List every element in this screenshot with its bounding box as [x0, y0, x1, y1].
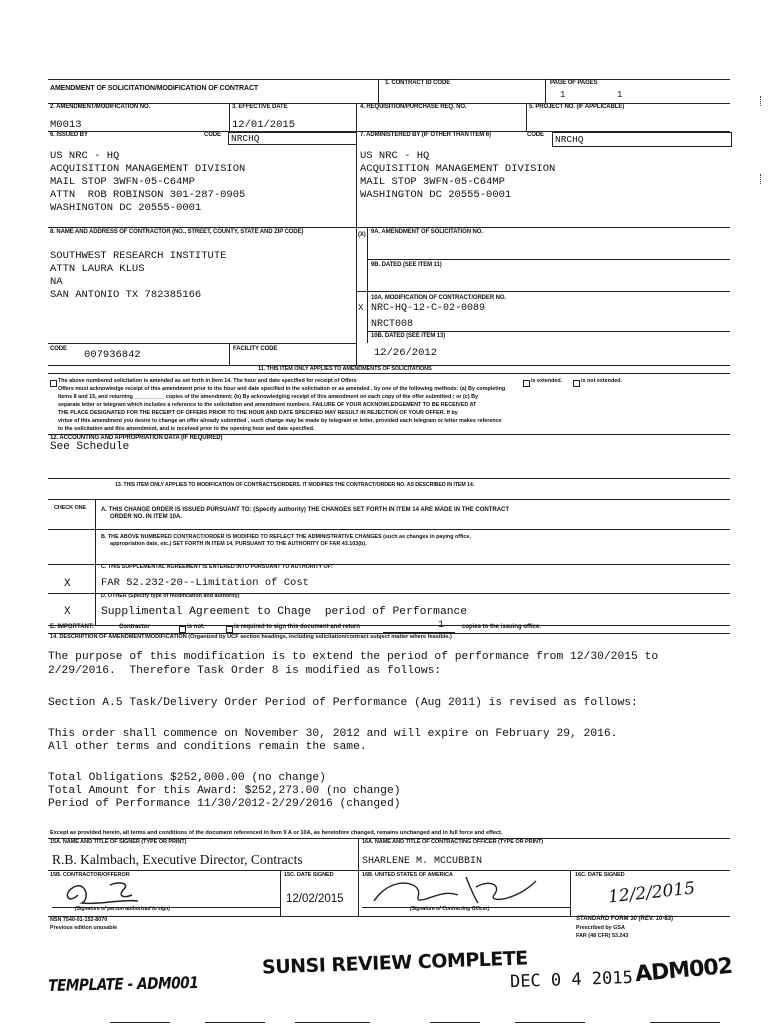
requisition-label: 4. REQUISITION/PURCHASE REQ. NO. — [360, 104, 467, 110]
adm-stamp: ADM002 — [634, 953, 734, 988]
important-label: E. IMPORTANT: — [50, 624, 94, 630]
item11-text-7: to the solicitation and this amendment, and is received prior to the opening hour and date specified. — [58, 426, 315, 432]
standard-form-text: STANDARD FORM 30 (REV. 10-83) — [576, 916, 674, 922]
date-signed-15c-value: 12/02/2015 — [286, 893, 344, 905]
form-title: AMENDMENT OF SOLICITATION/MODIFICATION OF CONTRACT — [50, 85, 259, 92]
project-label: 5. PROJECT NO. (IF APPLICABLE) — [529, 104, 625, 110]
effective-date-label: 3. EFFECTIVE DATE — [232, 104, 288, 110]
item13b-text-2: appropriation date, etc.) SET FORTH IN ITEM 14, PURSUANT TO THE AUTHORITY OF FAR 43.103(b). — [110, 541, 367, 547]
officer-name-label: 16A. NAME AND TITLE OF CONTRACTING OFFICER (TYPE OR PRINT) — [362, 839, 544, 845]
item11-text-2: Offers must acknowledge receipt of this amendment prior to the hour and date specified in the solicitation or as amended , by one of the following methods: (a) By completing — [58, 386, 506, 392]
item11-checkbox[interactable] — [50, 380, 57, 387]
officer-signature — [366, 873, 546, 909]
item11-text-6: virtue of this amendment you desire to change an offer already submitted , such change may be made by telegram or letter, provided each telegram or letter makes reference — [58, 418, 502, 424]
item11-text-3: Items 8 and 15, and returning __________ copies of the amendment; (b) By acknowledging receipt of this amendment on each copy of the offer submitted ; or (c) By — [58, 394, 478, 400]
contractor-line: SAN ANTONIO TX 782385166 — [50, 289, 202, 301]
item13c-label: C. THIS SUPPLEMENTAL AGREEMENT IS ENTERED INTO PURSUANT TO AUTHORITY OF: — [101, 564, 333, 570]
not-extended-label: is not extended. — [581, 378, 623, 384]
contractor-label: 8. NAME AND ADDRESS OF CONTRACTOR (NO., STREET, COUNTY, STATE AND ZIP CODE) — [50, 229, 304, 235]
issuer-line: WASHINGTON DC 20555-0001 — [50, 202, 202, 214]
margin-mark — [760, 174, 763, 184]
issued-code-value: NRCHQ — [231, 133, 260, 144]
contract-id-label: 1. CONTRACT ID CODE — [385, 80, 451, 86]
issuer-line: ATTN ROB ROBINSON 301-287-0905 — [50, 189, 246, 201]
item10b-label: 10B. DATED (SEE ITEM 13) — [371, 333, 446, 339]
check-one-label: CHECK ONE — [54, 505, 87, 511]
item9-mark: (X) — [358, 232, 366, 238]
item10a-value-2: NRCT008 — [371, 319, 414, 330]
item13c-mark: X — [64, 578, 71, 590]
contractor-line: SOUTHWEST RESEARCH INSTITUTE — [50, 250, 227, 262]
item14-line: Total Amount for this Award: $252,273.00 (no change) — [48, 785, 401, 797]
item11-heading: 11. THIS ITEM ONLY APPLIES TO AMENDMENTS OF SOLICITATIONS — [258, 366, 432, 372]
amend-value: M0013 — [50, 119, 82, 131]
item14-line: Period of Performance 11/30/2012-2/29/2016 (changed) — [48, 798, 401, 810]
date-signed-15c-label: 15C. DATE SIGNED — [284, 872, 334, 878]
item13c-value: FAR 52.232-20--Limitation of Cost — [101, 577, 309, 589]
admin-line: WASHINGTON DC 20555-0001 — [360, 189, 512, 201]
page-label: PAGE OF PAGES — [550, 80, 598, 86]
sunsi-stamp: SUNSI REVIEW COMPLETE — [261, 947, 529, 979]
amend-label: 2. AMENDMENT/MODIFICATION NO. — [50, 104, 151, 110]
previous-edition-text: Previous edition unusable — [50, 925, 118, 931]
extended-label: is extended. — [531, 378, 563, 384]
signer-name-value: R.B. Kalmbach, Executive Director, Contracts — [52, 852, 303, 867]
far-text: FAR (48 CFR) 53.243 — [576, 933, 629, 939]
item10b-value: 12/26/2012 — [374, 347, 438, 359]
contractor-signature-sub: (Signature of person authorized to sign) — [75, 906, 170, 912]
prescribed-text: Prescribed by GSA — [576, 925, 625, 931]
is-required-checkbox[interactable] — [226, 626, 233, 633]
item14-label: 14. DESCRIPTION OF AMENDMENT/MODIFICATION (Organized by UCF section headings, including solicitation/contract subject matter where feasible.) — [50, 634, 452, 640]
item14-line: This order shall commence on November 30, 2012 and will expire on February 29, 2016. — [48, 728, 618, 740]
item14-line: Total Obligations $252,000.00 (no change) — [48, 772, 326, 784]
item9a-label: 9A. AMENDMENT OF SOLICITATION NO. — [371, 229, 483, 235]
item9b-label: 9B. DATED (SEE ITEM 11) — [371, 262, 442, 268]
not-extended-checkbox[interactable] — [573, 380, 580, 387]
item12-label: 12. ACCOUNTING AND APPROPRIATION DATA (IF REQUIRED) — [50, 435, 223, 441]
admin-code-label: CODE — [527, 132, 544, 138]
extended-checkbox[interactable] — [523, 380, 530, 387]
admin-line: US NRC - HQ — [360, 150, 430, 162]
is-not-label: is not. — [187, 624, 205, 630]
nsn-text: NSN 7540-01-152-8070 — [50, 917, 108, 923]
item11-text-1: The above numbered solicitation is amended as set forth in Item 14. The hour and date specified for receipt of Offers — [58, 378, 357, 384]
item10a-label: 10A. MODIFICATION OF CONTRACT/ORDER NO. — [371, 295, 506, 301]
item10a-value: NRC-HQ-12-C-02-0089 — [371, 303, 486, 314]
item13a-text-2: ORDER NO. IN ITEM 10A. — [110, 514, 183, 520]
template-stamp: TEMPLATE - ADM001 — [48, 972, 199, 995]
item14-line: The purpose of this modification is to extend the period of performance from 12/30/2015 to — [48, 651, 659, 663]
issuer-line: ACQUISITION MANAGEMENT DIVISION — [50, 163, 246, 175]
officer-name-value: SHARLENE M. MCCUBBIN — [362, 856, 483, 867]
contractor-signature — [60, 875, 180, 911]
item14-line: Section A.5 Task/Delivery Order Period of Performance (Aug 2011) is revised as follows: — [48, 697, 638, 709]
issued-code-label: CODE — [204, 132, 221, 138]
item12-value: See Schedule — [50, 441, 130, 453]
item14-line: All other terms and conditions remain the same. — [48, 741, 367, 753]
issued-by-label: 6. ISSUED BY — [50, 132, 88, 138]
copies-text: copies to the issuing office. — [462, 624, 542, 630]
item13b-text-1: B. THE ABOVE NUMBERED CONTRACT/ORDER IS MODIFIED TO REFLECT THE ADMINISTRATIVE CHANGES (such as changes in paying office, — [101, 534, 471, 540]
contractor-signature-label: 15B. CONTRACTOR/OFFEROR — [50, 872, 130, 878]
item14-line: 2/29/2016. Therefore Task Order 8 is modified as follows: — [48, 665, 442, 677]
contractor-code-value: 007936842 — [84, 349, 141, 361]
date-stamp: DEC 0 4 2015 — [509, 967, 634, 993]
page-current: 1 — [560, 90, 566, 100]
is-required-label: is required to sign this document and return — [234, 624, 361, 630]
date-signed-16c-label: 16C. DATE SIGNED — [575, 872, 625, 878]
item13d-value: Supplimental Agreement to Chage period of Performance — [101, 606, 468, 618]
item13-heading: 13. THIS ITEM ONLY APPLIES TO MODIFICATION OF CONTRACTS/ORDERS. IT MODIFIES THE CONTRACT/ORDER NO. AS DESCRIBED IN ITEM 14. — [115, 482, 475, 488]
item11-text-4: separate letter or telegram which includes a reference to the solicitation and amendment numbers. FAILURE OF YOUR ACKNOWLEDGEMENT TO BE RECEIVED AT — [58, 402, 477, 408]
important-contractor: Contractor — [119, 624, 150, 630]
officer-signature-sub: (Signature of Contracting Officer) — [410, 906, 490, 912]
item13d-label: D. OTHER (Specify type of modification and authority) — [101, 593, 240, 599]
admin-line: ACQUISITION MANAGEMENT DIVISION — [360, 163, 556, 175]
item13a-text-1: A. THIS CHANGE ORDER IS ISSUED PURSUANT TO: (Specify authority) THE CHANGES SET FORTH IN ITEM 14 ARE MADE IN THE CONTRACT — [101, 507, 510, 513]
administered-by-label: 7. ADMINISTERED BY (IF OTHER THAN ITEM 6) — [360, 132, 491, 138]
issuer-line: US NRC - HQ — [50, 150, 120, 162]
officer-signature-label: 16B. UNITED STATES OF AMERICA — [362, 872, 453, 878]
contractor-code-label: CODE — [50, 346, 67, 352]
except-text: Except as provided herein, all terms and conditions of the document referenced in Item 9 A or 10A, as heretofore changed, remains unchanged and in full force and effect. — [50, 830, 503, 836]
admin-code-value: NRCHQ — [555, 134, 584, 145]
is-not-checkbox[interactable] — [179, 626, 186, 633]
issuer-line: MAIL STOP 3WFN-05-C64MP — [50, 176, 195, 188]
officer-date-handwritten: 12/2/2015 — [607, 878, 696, 908]
item11-text-5: THE PLACE DESIGNATED FOR THE RECEIPT OF OFFERS PRIOR TO THE HOUR AND DATE SPECIFIED MAY RESULT IN REJECTION OF YOUR OFFER. If by — [58, 410, 458, 416]
copies-value: 1 — [438, 620, 445, 631]
item13d-mark: X — [64, 606, 71, 618]
effective-date-value: 12/01/2015 — [232, 119, 296, 131]
contractor-line: NA — [50, 276, 63, 288]
margin-mark — [760, 96, 763, 106]
contractor-line: ATTN LAURA KLUS — [50, 263, 145, 275]
item10-mark: X — [358, 303, 364, 313]
signer-name-label: 15A. NAME AND TITLE OF SIGNER (TYPE OR PRINT) — [50, 839, 187, 845]
page-total: 1 — [617, 90, 623, 100]
admin-line: MAIL STOP 3WFN-05-C64MP — [360, 176, 505, 188]
facility-code-label: FACILITY CODE — [233, 346, 278, 352]
